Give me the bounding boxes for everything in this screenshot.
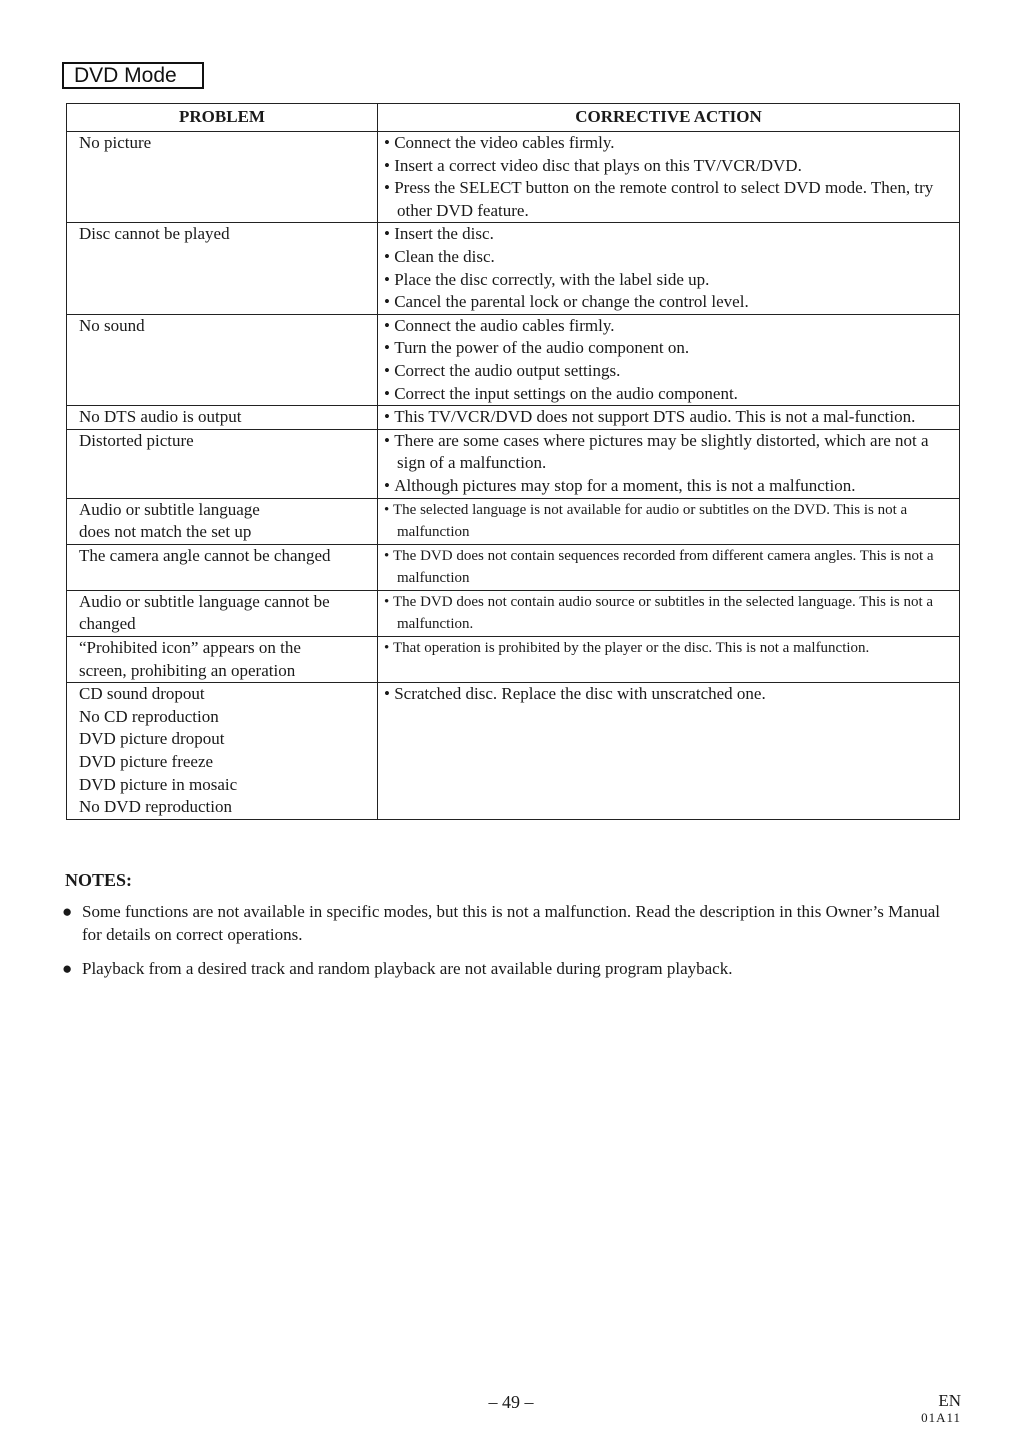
action-item: • Scratched disc. Replace the disc with unscratched one. xyxy=(384,683,959,706)
note-text: Some functions are not available in specific modes, but this is not a malfunction. Read the description in this Owner’s Manual for details on correct operations. xyxy=(82,902,941,944)
bullet-icon: ● xyxy=(62,959,73,978)
problem-cell xyxy=(67,590,378,636)
problem-cell xyxy=(67,544,378,590)
action-item: • Turn the power of the audio component on. xyxy=(384,337,959,360)
troubleshooting-table xyxy=(66,103,960,820)
action-item: • Press the SELECT button on the remote control to select DVD mode. Then, try other DVD feature. xyxy=(384,177,959,222)
problem-cell xyxy=(67,314,378,405)
table-row xyxy=(67,223,960,314)
action-cell xyxy=(378,406,960,430)
problem-cell xyxy=(67,637,378,683)
action-cell xyxy=(378,683,960,820)
problem-text: DVD picture dropout xyxy=(79,729,225,749)
table-row xyxy=(67,683,960,820)
table-row xyxy=(67,544,960,590)
problem-cell xyxy=(67,429,378,498)
language-label: EN xyxy=(938,1391,961,1410)
section-title: DVD Mode xyxy=(62,62,204,89)
problem-text: No picture xyxy=(79,133,152,152)
note-item xyxy=(62,900,942,946)
table-row xyxy=(67,429,960,498)
action-item: • The DVD does not contain sequences recorded from different camera angles. This is not a malfunction xyxy=(384,545,959,590)
action-cell xyxy=(378,544,960,590)
table-row xyxy=(67,314,960,405)
note-item xyxy=(62,957,942,980)
language-code xyxy=(921,1392,961,1426)
problem-text: changed xyxy=(79,614,136,634)
problem-text: “Prohibited icon” appears on the xyxy=(79,638,301,658)
notes-list xyxy=(62,900,942,991)
table-row xyxy=(67,590,960,636)
problem-text: screen, prohibiting an operation xyxy=(79,660,296,680)
problem-cell xyxy=(67,132,378,223)
problem-text: does not match the set up xyxy=(79,522,252,542)
action-item: • The selected language is not available for audio or subtitles on the DVD. This is not a malfunction xyxy=(384,499,959,544)
problem-text: No sound xyxy=(79,315,145,335)
action-item: • Cancel the parental lock or change the control level. xyxy=(384,291,959,314)
problem-cell xyxy=(67,223,378,314)
action-cell xyxy=(378,429,960,498)
problem-cell xyxy=(67,406,378,430)
action-cell xyxy=(378,590,960,636)
problem-text: No CD reproduction xyxy=(79,706,219,726)
table-row xyxy=(67,406,960,430)
table-row xyxy=(67,132,960,223)
action-item: • Although pictures may stop for a moment, this is not a malfunction. xyxy=(384,475,959,498)
action-item: • This TV/VCR/DVD does not support DTS audio. This is not a mal-function. xyxy=(384,406,959,429)
problem-cell xyxy=(67,498,378,544)
note-text: Playback from a desired track and random playback are not available during program playback. xyxy=(82,959,733,978)
problem-cell xyxy=(67,683,378,820)
action-item: • Connect the video cables firmly. xyxy=(384,132,959,155)
corrective-action-header: CORRECTIVE ACTION xyxy=(378,104,960,132)
action-item: • Correct the audio output settings. xyxy=(384,360,959,383)
problem-text: Audio or subtitle language cannot be xyxy=(79,591,330,611)
action-cell xyxy=(378,223,960,314)
table-header-row xyxy=(67,104,960,132)
problem-text: DVD picture in mosaic xyxy=(79,774,238,794)
document-code: 01A11 xyxy=(921,1410,961,1425)
action-item: • The DVD does not contain audio source or subtitles in the selected language. This is not a malfunction. xyxy=(384,591,959,636)
action-cell xyxy=(378,637,960,683)
action-item: • Correct the input settings on the audio component. xyxy=(384,383,959,406)
problem-text: The camera angle cannot be changed xyxy=(79,545,331,565)
action-item: • That operation is prohibited by the player or the disc. This is not a malfunction. xyxy=(384,637,959,660)
action-item: • Place the disc correctly, with the label side up. xyxy=(384,269,959,292)
problem-header: PROBLEM xyxy=(67,104,378,132)
problem-text: No DVD reproduction xyxy=(79,797,232,817)
notes-title: NOTES: xyxy=(65,870,133,890)
problem-text: Disc cannot be played xyxy=(79,224,230,244)
problem-text: CD sound dropout xyxy=(79,684,205,704)
problem-text: No DTS audio is output xyxy=(79,407,242,427)
action-cell xyxy=(378,314,960,405)
table-row xyxy=(67,637,960,683)
action-cell xyxy=(378,498,960,544)
action-item: • Insert the disc. xyxy=(384,223,959,246)
action-item: • There are some cases where pictures may be slightly distorted, which are not a sign of a malfunction. xyxy=(384,430,959,475)
page-number: – 49 – xyxy=(488,1392,534,1412)
action-cell xyxy=(378,132,960,223)
table-row xyxy=(67,498,960,544)
action-item: • Connect the audio cables firmly. xyxy=(384,315,959,338)
bullet-icon: ● xyxy=(62,902,73,921)
problem-text: Audio or subtitle language xyxy=(79,499,260,519)
problem-text: DVD picture freeze xyxy=(79,752,214,772)
problem-text: Distorted picture xyxy=(79,430,194,450)
action-item: • Clean the disc. xyxy=(384,246,959,269)
action-item: • Insert a correct video disc that plays on this TV/VCR/DVD. xyxy=(384,155,959,178)
